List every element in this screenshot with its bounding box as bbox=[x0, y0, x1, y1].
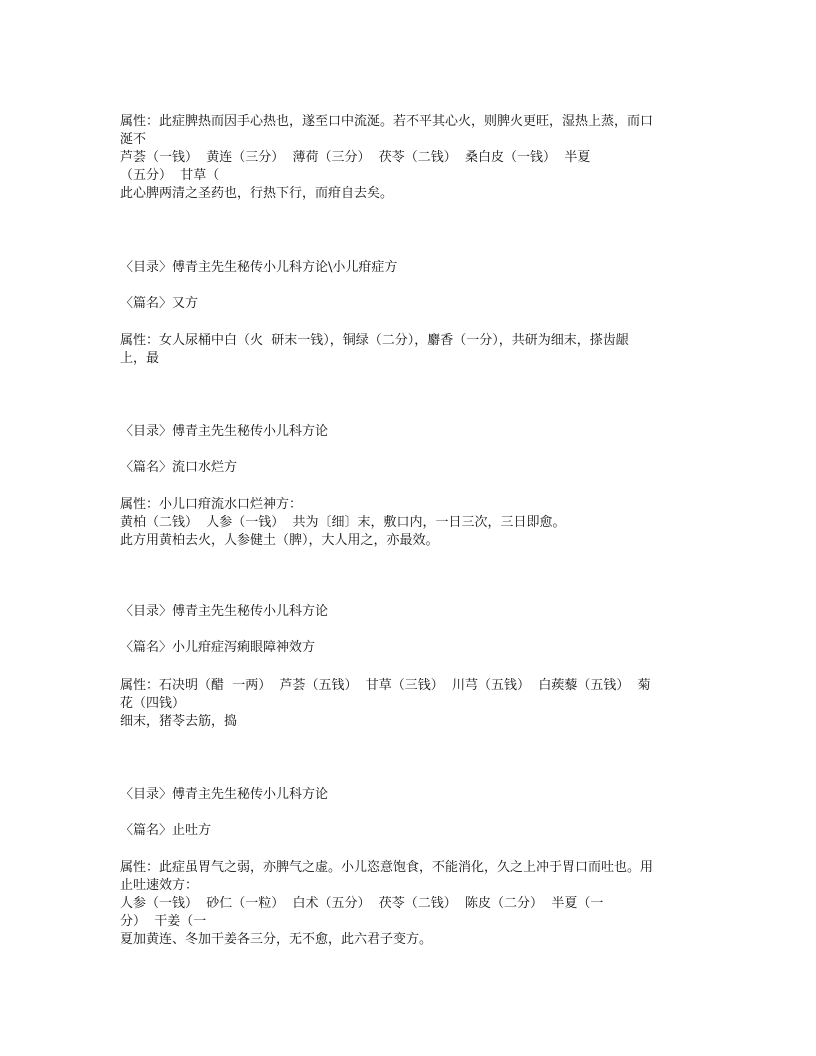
ingredient-line: 人参（一钱） 砂仁（一粒） 白术（五分） 茯苓（二钱） 陈皮（二分） 半夏（一 bbox=[120, 896, 604, 911]
attribute-text: 属性：小儿口疳流水口烂神方： bbox=[120, 497, 303, 512]
note-line: 此方用黄柏去火，人参健土（脾），大人用之，亦最效。 bbox=[120, 533, 439, 548]
catalog-heading: 〈目录〉傅青主先生秘传小儿科方论\小儿疳症方 bbox=[120, 260, 398, 275]
attribute-text: 属性：此症脾热而因手心热也，遂至口中流涎。若不平其心火，则脾火更旺，湿热上蒸，而口 bbox=[120, 114, 654, 129]
attribute-text: 属性：石决明（醋 一两） 芦荟（五钱） 甘草（三钱） 川芎（五钱） 白蒺藜（五钱） 菊 bbox=[120, 678, 651, 693]
ingredient-line: 分） 干姜（一 bbox=[120, 914, 207, 929]
article-title: 〈篇名〉小儿疳症泻痢眼障神效方 bbox=[120, 640, 316, 655]
attribute-text: 属性：女人尿桶中白（火 研末一钱），铜绿（二分），麝香（一分），共研为细末，搽齿龈 bbox=[120, 333, 629, 348]
note-line: 夏加黄连、冬加干姜各三分，无不愈，此六君子变方。 bbox=[120, 932, 433, 947]
ingredient-line: 芦荟（一钱） 黄连（三分） 薄荷（三分） 茯苓（二钱） 桑白皮（一钱） 半夏 bbox=[120, 150, 591, 165]
catalog-heading: 〈目录〉傅青主先生秘传小儿科方论 bbox=[120, 787, 329, 802]
catalog-heading: 〈目录〉傅青主先生秘传小儿科方论 bbox=[120, 424, 329, 439]
article-title: 〈篇名〉流口水烂方 bbox=[120, 460, 238, 475]
note-line: 细末，猪苓去筋，捣 bbox=[120, 714, 238, 729]
attribute-text: 止吐速效方： bbox=[120, 878, 199, 893]
article-title: 〈篇名〉又方 bbox=[120, 296, 199, 311]
attribute-text: 涎不 bbox=[120, 132, 147, 147]
note-line: 此心脾两清之圣药也，行热下行，而疳自去矣。 bbox=[120, 186, 394, 201]
attribute-text: 花（四钱） bbox=[120, 696, 186, 711]
ingredient-line: （五分） 甘草（ bbox=[120, 168, 220, 183]
ingredient-line: 黄柏（二钱） 人参（一钱） 共为〔细〕末，敷口内，一日三次，三日即愈。 bbox=[120, 515, 566, 530]
attribute-text: 上，最 bbox=[120, 351, 160, 366]
catalog-heading: 〈目录〉傅青主先生秘传小儿科方论 bbox=[120, 604, 329, 619]
attribute-text: 属性：此症虽胃气之弱，亦脾气之虚。小儿恣意饱食，不能消化，久之上冲于胃口而吐也。用 bbox=[120, 860, 654, 875]
article-title: 〈篇名〉止吐方 bbox=[120, 823, 212, 838]
